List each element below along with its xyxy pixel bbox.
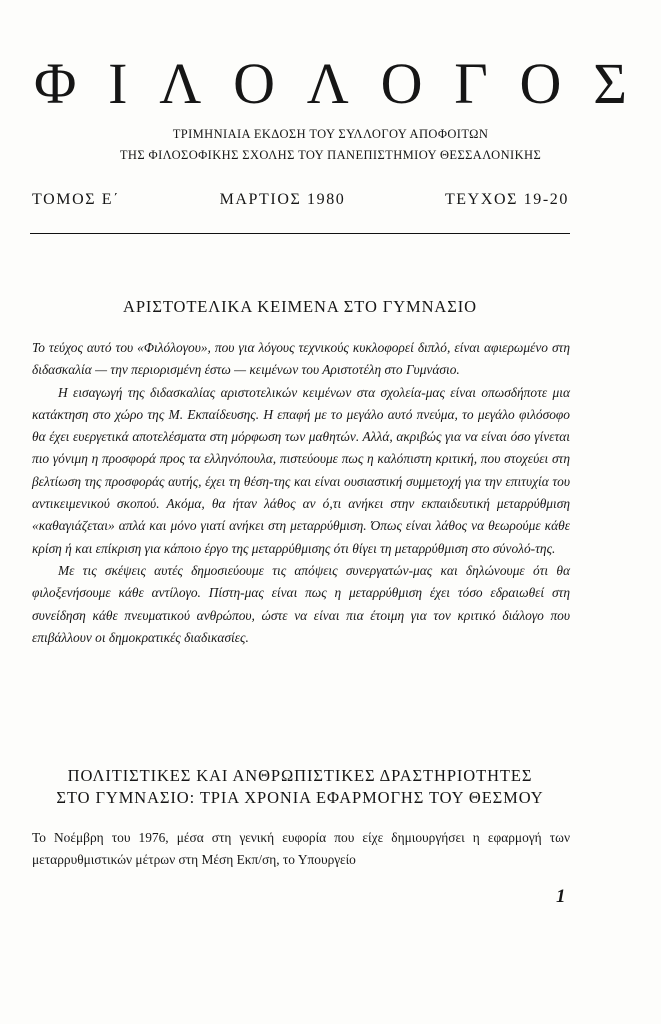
article-2-title-line-2: ΣΤΟ ΓΥΜΝΑΣΙΟ: ΤΡΙΑ ΧΡΟΝΙΑ ΕΦΑΡΜΟΓΗΣ ΤΟΥ ΘΕΣΜΟΥ [56, 788, 544, 807]
article-2-paragraph: Το Νοέμβρη του 1976, μέσα στη γενική ευφορία που είχε δημιουργήσει η εφαρμογή των μεταρρυθμιστικών μέτρων στη Μέση Εκπ/ση, το Υπουργείο [32, 830, 570, 868]
article-1-body [32, 337, 570, 649]
title-letter: Ι [108, 51, 128, 116]
article-1-paragraph: Το τεύχος αυτό του «Φιλόλογου», που για λόγους τεχνικούς κυκλοφορεί διπλό, είναι αφιερωμένο στη διδασκαλία — την περιορισμένη έστω — κειμένων του Αριστοτέλη στο Γυμνάσιο. [32, 340, 570, 378]
journal-title [30, 52, 631, 116]
title-letter: Ο [519, 51, 562, 116]
issue-info [32, 190, 569, 210]
article-2-title-line-1: ΠΟΛΙΤΙΣΤΙΚΕΣ ΚΑΙ ΑΝΘΡΩΠΙΣΤΙΚΕΣ ΔΡΑΣΤΗΡΙΟΤΗΤΕΣ [67, 766, 533, 785]
issue-volume: ΤΟΜΟΣ Ε΄ [32, 191, 121, 208]
article-1-paragraph: Η εισαγωγή της διδασκαλίας αριστοτελικών κειμένων στα σχολεία-μας είναι οπωσδήποτε μια κατάκτηση στο χώρο της Μ. Εκπαίδευσης. Η επαφή με το μεγάλο αυτό πνεύμα, το μεγάλο φιλόσοφο θα έχει ευεργετικά αποτελέσματα στη μόρφωση των μαθητών. Αλλά, ακριβώς για να είναι όσο γίνεται πιο γόνιμη η προσφορά προς τα ελληνόπουλα, πιστεύουμε πως η καλόπιστη κριτική, που στοχεύει στη βελτίωση της προσφοράς αυτής, έχει τη θέση-της και είναι ουσιαστική συμμετοχή για την επιτυχία του αντικειμενικού σκοπού. Ακόμα, θα ήταν λάθος αν ό,τι ανήκει στην εκπαιδευτική μεταρρύθμιση «καθαγιάζεται» απλά και μόνο γιατί ανήκει στη μεταρρύθμιση. Όπως είναι λάθος να θεωρούμε κάθε κρίση ή και επίκριση για κάποιο έργο της μεταρρύθμισης ότι θίγει τη μεταρρύθμιση στο σύνολό-της. [32, 384, 570, 556]
article-2-body [32, 827, 570, 872]
article-1-paragraph: Με τις σκέψεις αυτές δημοσιεύουμε τις απόψεις συνεργατών-μας και δηλώνουμε ότι θα φιλοξενήσουμε κάθε αντίλογο. Πίστη-μας είναι πως η μεταρρύθμιση έχει τόσο εδραιωθεί στη συνείδηση κάθε πνευματικού ανθρώπου, ώστε να είναι πια έτοιμη για τον κριτικό διάλογο που επιβάλλουν οι δημοκρατικές διαδικασίες. [32, 562, 570, 645]
title-letter: Λ [306, 51, 349, 116]
title-letter: Λ [159, 51, 202, 116]
title-letter: Φ [34, 51, 77, 116]
title-letter: Ο [233, 51, 275, 116]
title-letter: Ο [380, 51, 423, 116]
header-divider [30, 233, 570, 234]
title-letter: Σ [593, 51, 627, 116]
page-number: 1 [556, 886, 566, 907]
journal-subtitle-line-2: ΤΗΣ ΦΙΛΟΣΟΦΙΚΗΣ ΣΧΟΛΗΣ ΤΟΥ ΠΑΝΕΠΙΣΤΗΜΙΟΥ ΘΕΣΣΑΛΟΝΙΚΗΣ [119, 148, 542, 162]
issue-date: ΜΑΡΤΙΟΣ 1980 [219, 191, 346, 208]
journal-subtitle-line-1: ΤΡΙΜΗΝΙΑΙΑ ΕΚΔΟΣΗ ΤΟΥ ΣΥΛΛΟΓΟΥ ΑΠΟΦΟΙΤΩΝ [172, 127, 489, 141]
article-1-title: ΑΡΙΣΤΟΤΕΛΙΚΑ ΚΕΙΜΕΝΑ ΣΤΟ ΓΥΜΝΑΣΙΟ [123, 297, 477, 316]
issue-number: ΤΕΥΧΟΣ 19-20 [444, 191, 569, 208]
title-letter: Γ [454, 51, 488, 116]
